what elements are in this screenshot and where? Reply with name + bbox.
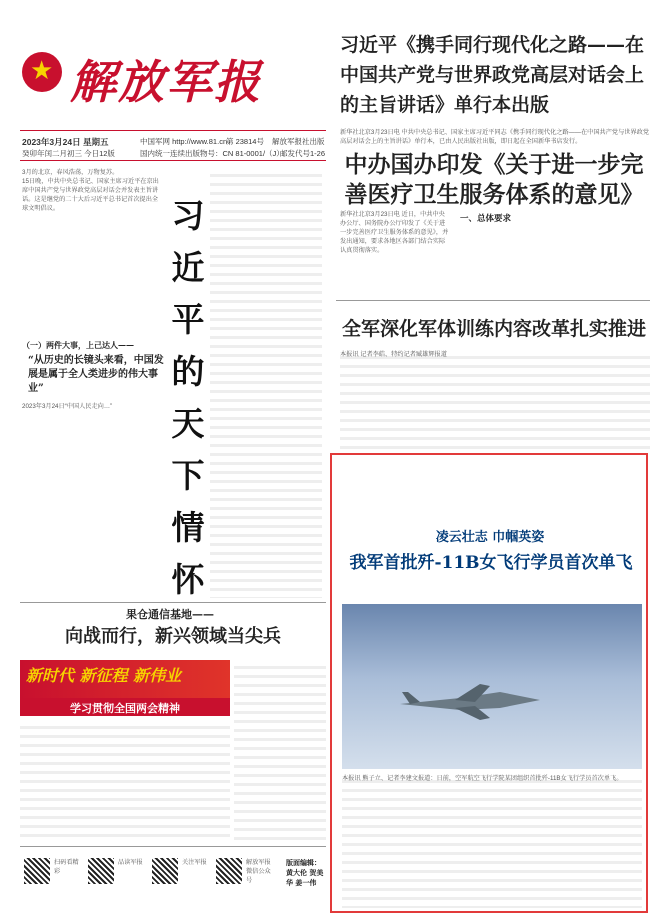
issue-date: 2023年3月24日 星期五 xyxy=(22,137,109,147)
footer-item: 关注军报 xyxy=(182,859,207,866)
cn-number: 国内统一连续出版物号：CN 81-0001/（J） xyxy=(140,149,284,158)
masthead-star-icon xyxy=(22,52,62,92)
story4-body-right xyxy=(234,660,326,840)
story3-byline: 本报讯 记者李皓、特约记者臧雄辉报道 xyxy=(340,350,650,450)
left-article-quote: “从历史的长镜头来看，中国发展是属于全人类进步的伟大事业” xyxy=(28,355,164,394)
story4-kicker: 果仓通信基地—— xyxy=(126,608,214,621)
banner-subline: 学习贯彻全国两会精神 xyxy=(70,702,180,715)
story4-body-left xyxy=(20,720,230,840)
editors: 版面编辑：黄大伦 贺美华 姜一伟 xyxy=(286,858,324,887)
left-article-section: （一）两件大事，上己达人—— xyxy=(22,340,134,350)
issue-number: 第 23814号 xyxy=(226,137,264,146)
story3-title[interactable]: 全军深化军体训练内容改革扎实推进 xyxy=(341,318,646,340)
middle-article-body xyxy=(210,168,322,598)
qr-code-icon[interactable] xyxy=(24,858,50,884)
left-article-intro: 3月的北京，春风浩荡，万物复苏。 15日晚，中共中央总书记、国家主席习近平在京出席中国共产党与世界政党高层对话会并发表主旨讲话。这是继党的二十大后习近平总书记首次提出全球文明倡议。 xyxy=(22,169,159,212)
story2-lead: 新华社北京3月23日电 近日，中共中央办公厅、国务院办公厅印发了《关于进一步完善医疗卫生服务体系的意见》，并发出通知，要求各地区各部门结合实际认真贯彻落实。 xyxy=(340,211,449,254)
fighter-jet-icon xyxy=(400,680,550,724)
left-article-body: 2023年3月24日“中国人民走向…” xyxy=(22,403,113,410)
masthead-rule-bottom xyxy=(20,160,326,161)
story2-title[interactable]: 中办国办印发《关于进一步完善医疗卫生服务体系的意见》 xyxy=(344,151,644,208)
feature-title[interactable]: 我军首批歼-11B女飞行学员首次单飞 xyxy=(349,553,633,573)
post-code: 邮发代号1-26 xyxy=(280,149,326,158)
lunar-date: 癸卯年闰二月初三 今日12版 xyxy=(22,149,115,158)
story4-title[interactable]: 向战而行，新兴领域当尖兵 xyxy=(65,626,281,647)
top-story-body: 新华社北京3月23日电 中共中央总书记、国家主席习近平同志《携手同行现代化之路——在中国共产党与世界政党高层对话会上的主旨讲话》单行本，已由人民出版社出版，即日起在全国新华书店发行。 xyxy=(340,129,650,145)
footer-item: 扫码看精彩 xyxy=(54,859,79,875)
newspaper-logo: 解放军报 xyxy=(70,55,262,109)
banner-headline: 新时代 新征程 新伟业 xyxy=(26,666,182,685)
feature-kicker: 凌云壮志 巾帼英姿 xyxy=(435,530,545,545)
qr-code-icon[interactable] xyxy=(216,858,242,884)
footer-item: 品读军报 xyxy=(118,859,143,866)
publisher: 解放军报社出版 xyxy=(272,137,325,146)
site-url[interactable]: 中国军网 http://www.81.cn xyxy=(140,137,228,146)
qr-code-icon[interactable] xyxy=(152,858,178,884)
masthead-rule xyxy=(20,130,326,131)
vertical-title[interactable]: 习近平的天下情怀 xyxy=(171,196,205,599)
story2-section: 一、总体要求 xyxy=(460,214,512,224)
top-story-title[interactable]: 习近平《携手同行现代化之路——在中国共产党与世界政党高层对话会上的主旨讲话》单行本出版 xyxy=(340,34,645,116)
feature-body: 本报讯 熊子立、记者李建文报道：日前，空军航空飞行学院某团组织首批歼-11B女飞行学员首次单飞。 xyxy=(342,774,642,908)
footer-item: 解放军报微信公众号 xyxy=(246,859,271,884)
qr-code-icon[interactable] xyxy=(88,858,114,884)
